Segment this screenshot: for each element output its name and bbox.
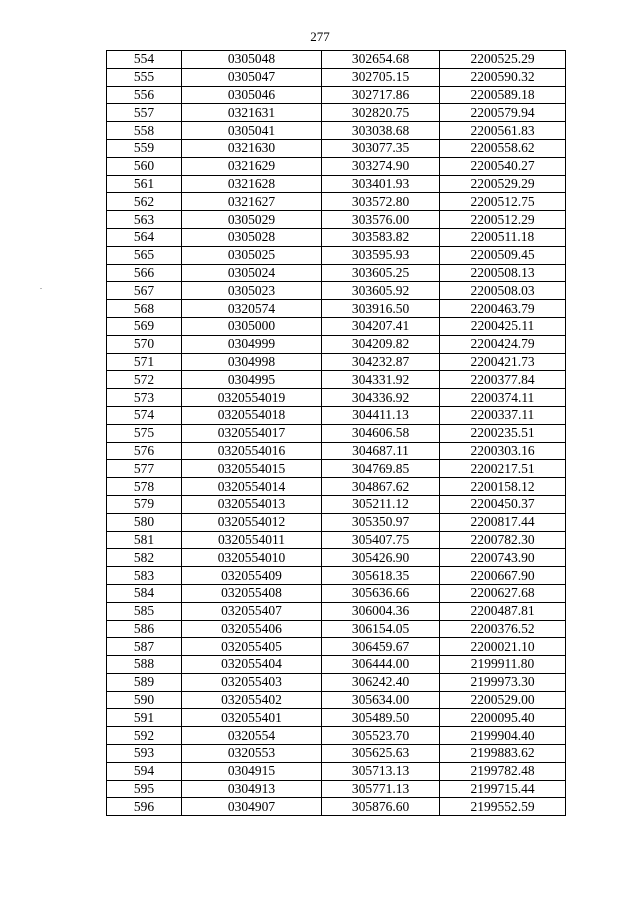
y-coordinate-cell: 2199715.44: [440, 780, 566, 798]
point-number-cell: 588: [107, 656, 182, 674]
x-coordinate-cell: 303583.82: [322, 228, 440, 246]
x-coordinate-cell: 303077.35: [322, 139, 440, 157]
code-cell: 0305041: [182, 122, 322, 140]
x-coordinate-cell: 303605.92: [322, 282, 440, 300]
point-number-cell: 571: [107, 353, 182, 371]
y-coordinate-cell: 2200376.52: [440, 620, 566, 638]
point-number-cell: 580: [107, 513, 182, 531]
y-coordinate-cell: 2199782.48: [440, 762, 566, 780]
x-coordinate-cell: 304232.87: [322, 353, 440, 371]
point-number-cell: 590: [107, 691, 182, 709]
point-number-cell: 584: [107, 584, 182, 602]
y-coordinate-cell: 2200508.13: [440, 264, 566, 282]
x-coordinate-cell: 305618.35: [322, 567, 440, 585]
y-coordinate-cell: 2200590.32: [440, 68, 566, 86]
code-cell: 032055409: [182, 567, 322, 585]
code-cell: 0321627: [182, 193, 322, 211]
point-number-cell: 573: [107, 389, 182, 407]
point-number-cell: 582: [107, 549, 182, 567]
table-row: [107, 104, 566, 122]
x-coordinate-cell: 306242.40: [322, 673, 440, 691]
code-cell: 0304999: [182, 335, 322, 353]
table-row: [107, 86, 566, 104]
y-coordinate-cell: 2200425.11: [440, 317, 566, 335]
x-coordinate-cell: 304411.13: [322, 406, 440, 424]
point-number-cell: 566: [107, 264, 182, 282]
table-row: [107, 709, 566, 727]
code-cell: 0320554012: [182, 513, 322, 531]
table-row: [107, 762, 566, 780]
point-number-cell: 556: [107, 86, 182, 104]
code-cell: 0321630: [182, 139, 322, 157]
code-cell: 0320554015: [182, 460, 322, 478]
y-coordinate-cell: 2200509.45: [440, 246, 566, 264]
table-row: [107, 567, 566, 585]
x-coordinate-cell: 303595.93: [322, 246, 440, 264]
code-cell: 0321628: [182, 175, 322, 193]
table-row: [107, 122, 566, 140]
point-number-cell: 575: [107, 424, 182, 442]
table-row: [107, 353, 566, 371]
table-row: [107, 264, 566, 282]
table-row: [107, 442, 566, 460]
point-number-cell: 587: [107, 638, 182, 656]
table-row: [107, 656, 566, 674]
x-coordinate-cell: 305407.75: [322, 531, 440, 549]
x-coordinate-cell: 305636.66: [322, 584, 440, 602]
table-row: [107, 371, 566, 389]
table-row: [107, 282, 566, 300]
code-cell: 032055407: [182, 602, 322, 620]
y-coordinate-cell: 2200158.12: [440, 478, 566, 496]
code-cell: 032055402: [182, 691, 322, 709]
point-number-cell: 579: [107, 495, 182, 513]
code-cell: 0305000: [182, 317, 322, 335]
x-coordinate-cell: 304331.92: [322, 371, 440, 389]
x-coordinate-cell: 302717.86: [322, 86, 440, 104]
code-cell: 0304913: [182, 780, 322, 798]
code-cell: 0320574: [182, 300, 322, 318]
code-cell: 0320554017: [182, 424, 322, 442]
table-row: [107, 139, 566, 157]
y-coordinate-cell: 2199911.80: [440, 656, 566, 674]
table-row: [107, 513, 566, 531]
code-cell: 0320554019: [182, 389, 322, 407]
table-row: [107, 638, 566, 656]
point-number-cell: 572: [107, 371, 182, 389]
point-number-cell: 561: [107, 175, 182, 193]
code-cell: 032055401: [182, 709, 322, 727]
point-number-cell: 558: [107, 122, 182, 140]
point-number-cell: 569: [107, 317, 182, 335]
y-coordinate-cell: 2200540.27: [440, 157, 566, 175]
code-cell: 0320554: [182, 727, 322, 745]
y-coordinate-cell: 2199973.30: [440, 673, 566, 691]
page-number: 277: [310, 29, 330, 44]
point-number-cell: 585: [107, 602, 182, 620]
x-coordinate-cell: 304207.41: [322, 317, 440, 335]
y-coordinate-cell: 2200558.62: [440, 139, 566, 157]
y-coordinate-cell: 2200627.68: [440, 584, 566, 602]
x-coordinate-cell: 303572.80: [322, 193, 440, 211]
point-number-cell: 554: [107, 51, 182, 69]
point-number-cell: 568: [107, 300, 182, 318]
table-row: [107, 745, 566, 763]
x-coordinate-cell: 305634.00: [322, 691, 440, 709]
code-cell: 032055408: [182, 584, 322, 602]
code-cell: 0321629: [182, 157, 322, 175]
x-coordinate-cell: 303038.68: [322, 122, 440, 140]
x-coordinate-cell: 306444.00: [322, 656, 440, 674]
point-number-cell: 576: [107, 442, 182, 460]
table-row: [107, 620, 566, 638]
code-cell: 0320554010: [182, 549, 322, 567]
code-cell: 032055405: [182, 638, 322, 656]
table-row: [107, 300, 566, 318]
x-coordinate-cell: 302820.75: [322, 104, 440, 122]
point-number-cell: 596: [107, 798, 182, 816]
scan-speck: [40, 288, 42, 289]
code-cell: 032055406: [182, 620, 322, 638]
coordinates-table: [106, 50, 566, 816]
code-cell: 0321631: [182, 104, 322, 122]
x-coordinate-cell: 302705.15: [322, 68, 440, 86]
code-cell: 0320553: [182, 745, 322, 763]
y-coordinate-cell: 2199552.59: [440, 798, 566, 816]
y-coordinate-cell: 2200463.79: [440, 300, 566, 318]
point-number-cell: 593: [107, 745, 182, 763]
x-coordinate-cell: 305523.70: [322, 727, 440, 745]
code-cell: 0304998: [182, 353, 322, 371]
y-coordinate-cell: 2199883.62: [440, 745, 566, 763]
code-cell: 0320554018: [182, 406, 322, 424]
table-row: [107, 246, 566, 264]
x-coordinate-cell: 306004.36: [322, 602, 440, 620]
x-coordinate-cell: 305771.13: [322, 780, 440, 798]
table-row: [107, 68, 566, 86]
code-cell: 032055404: [182, 656, 322, 674]
x-coordinate-cell: 304867.62: [322, 478, 440, 496]
point-number-cell: 574: [107, 406, 182, 424]
y-coordinate-cell: 2200511.18: [440, 228, 566, 246]
x-coordinate-cell: 304687.11: [322, 442, 440, 460]
table-row: [107, 727, 566, 745]
y-coordinate-cell: 2200817.44: [440, 513, 566, 531]
code-cell: 0305023: [182, 282, 322, 300]
table-row: [107, 673, 566, 691]
point-number-cell: 560: [107, 157, 182, 175]
table-row: [107, 175, 566, 193]
point-number-cell: 555: [107, 68, 182, 86]
table-row: [107, 389, 566, 407]
y-coordinate-cell: 2200217.51: [440, 460, 566, 478]
code-cell: 0305025: [182, 246, 322, 264]
point-number-cell: 586: [107, 620, 182, 638]
table-row: [107, 780, 566, 798]
point-number-cell: 563: [107, 211, 182, 229]
y-coordinate-cell: 2200377.84: [440, 371, 566, 389]
code-cell: 0305046: [182, 86, 322, 104]
y-coordinate-cell: 2200235.51: [440, 424, 566, 442]
x-coordinate-cell: 304769.85: [322, 460, 440, 478]
y-coordinate-cell: 2200667.90: [440, 567, 566, 585]
code-cell: 0305048: [182, 51, 322, 69]
table-row: [107, 691, 566, 709]
x-coordinate-cell: 303274.90: [322, 157, 440, 175]
point-number-cell: 570: [107, 335, 182, 353]
x-coordinate-cell: 306154.05: [322, 620, 440, 638]
y-coordinate-cell: 2200529.00: [440, 691, 566, 709]
point-number-cell: 557: [107, 104, 182, 122]
x-coordinate-cell: 303401.93: [322, 175, 440, 193]
x-coordinate-cell: 303916.50: [322, 300, 440, 318]
point-number-cell: 577: [107, 460, 182, 478]
y-coordinate-cell: 2200424.79: [440, 335, 566, 353]
y-coordinate-cell: 2200561.83: [440, 122, 566, 140]
x-coordinate-cell: 303605.25: [322, 264, 440, 282]
table-row: [107, 549, 566, 567]
code-cell: 0320554016: [182, 442, 322, 460]
y-coordinate-cell: 2200021.10: [440, 638, 566, 656]
table-row: [107, 798, 566, 816]
code-cell: 0305047: [182, 68, 322, 86]
code-cell: 0305024: [182, 264, 322, 282]
x-coordinate-cell: 305876.60: [322, 798, 440, 816]
y-coordinate-cell: 2200421.73: [440, 353, 566, 371]
point-number-cell: 567: [107, 282, 182, 300]
table-row: [107, 406, 566, 424]
point-number-cell: 592: [107, 727, 182, 745]
code-cell: 032055403: [182, 673, 322, 691]
x-coordinate-cell: 305350.97: [322, 513, 440, 531]
x-coordinate-cell: 305211.12: [322, 495, 440, 513]
code-cell: 0305029: [182, 211, 322, 229]
point-number-cell: 562: [107, 193, 182, 211]
x-coordinate-cell: 305625.63: [322, 745, 440, 763]
x-coordinate-cell: 303576.00: [322, 211, 440, 229]
x-coordinate-cell: 305713.13: [322, 762, 440, 780]
table-row: [107, 193, 566, 211]
y-coordinate-cell: 2200303.16: [440, 442, 566, 460]
table-row: [107, 157, 566, 175]
y-coordinate-cell: 2200589.18: [440, 86, 566, 104]
code-cell: 0320554013: [182, 495, 322, 513]
point-number-cell: 589: [107, 673, 182, 691]
code-cell: 0305028: [182, 228, 322, 246]
y-coordinate-cell: 2199904.40: [440, 727, 566, 745]
code-cell: 0304907: [182, 798, 322, 816]
y-coordinate-cell: 2200529.29: [440, 175, 566, 193]
y-coordinate-cell: 2200512.29: [440, 211, 566, 229]
table-row: [107, 478, 566, 496]
code-cell: 0320554014: [182, 478, 322, 496]
y-coordinate-cell: 2200743.90: [440, 549, 566, 567]
point-number-cell: 578: [107, 478, 182, 496]
y-coordinate-cell: 2200525.29: [440, 51, 566, 69]
table-row: [107, 228, 566, 246]
x-coordinate-cell: 306459.67: [322, 638, 440, 656]
point-number-cell: 594: [107, 762, 182, 780]
y-coordinate-cell: 2200374.11: [440, 389, 566, 407]
x-coordinate-cell: 305489.50: [322, 709, 440, 727]
table-row: [107, 531, 566, 549]
point-number-cell: 583: [107, 567, 182, 585]
y-coordinate-cell: 2200337.11: [440, 406, 566, 424]
point-number-cell: 565: [107, 246, 182, 264]
x-coordinate-cell: 302654.68: [322, 51, 440, 69]
table-row: [107, 495, 566, 513]
table-row: [107, 211, 566, 229]
code-cell: 0320554011: [182, 531, 322, 549]
table-row: [107, 424, 566, 442]
table-body: [107, 51, 566, 816]
code-cell: 0304995: [182, 371, 322, 389]
x-coordinate-cell: 304606.58: [322, 424, 440, 442]
y-coordinate-cell: 2200579.94: [440, 104, 566, 122]
point-number-cell: 581: [107, 531, 182, 549]
y-coordinate-cell: 2200508.03: [440, 282, 566, 300]
table-row: [107, 460, 566, 478]
y-coordinate-cell: 2200487.81: [440, 602, 566, 620]
code-cell: 0304915: [182, 762, 322, 780]
point-number-cell: 591: [107, 709, 182, 727]
x-coordinate-cell: 304336.92: [322, 389, 440, 407]
table-row: [107, 335, 566, 353]
y-coordinate-cell: 2200095.40: [440, 709, 566, 727]
point-number-cell: 564: [107, 228, 182, 246]
table-row: [107, 317, 566, 335]
y-coordinate-cell: 2200450.37: [440, 495, 566, 513]
x-coordinate-cell: 305426.90: [322, 549, 440, 567]
table-row: [107, 584, 566, 602]
table-row: [107, 602, 566, 620]
x-coordinate-cell: 304209.82: [322, 335, 440, 353]
table-row: [107, 51, 566, 69]
y-coordinate-cell: 2200512.75: [440, 193, 566, 211]
point-number-cell: 559: [107, 139, 182, 157]
y-coordinate-cell: 2200782.30: [440, 531, 566, 549]
point-number-cell: 595: [107, 780, 182, 798]
